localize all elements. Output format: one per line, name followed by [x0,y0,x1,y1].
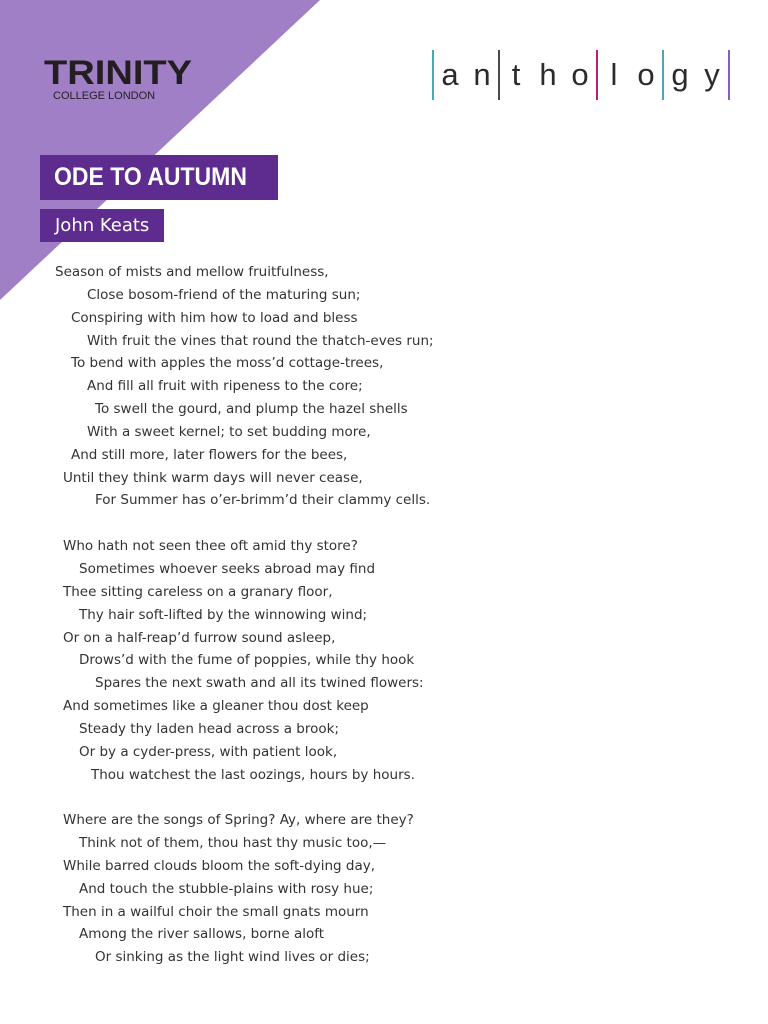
trinity-college-logo [44,54,193,102]
stanza-2 [0,535,768,786]
poem-line: Thy hair soft-lifted by the winnowing wind; [79,606,368,623]
poem-line: Conspiring with him how to load and bless [71,309,358,326]
stanza-break [0,786,768,809]
poem-line: Spares the next swath and all its twined flowers: [95,675,424,692]
anthology-letter: g [671,57,689,92]
logo-wordmark: TRINITY [44,54,193,92]
anthology-letter: o [637,57,655,92]
poem-line: Steady thy laden head across a brook; [79,720,340,737]
poem-line: With a sweet kernel; to set budding more, [87,423,371,440]
poem-line: Where are the songs of Spring? Ay, where are they? [63,812,414,829]
anthology-letter: n [473,57,491,92]
poem-line: Season of mists and mellow fruitfulness, [55,264,329,280]
anthology-letter: t [511,57,521,92]
poem-author: John Keats [40,209,164,242]
poem-line: While barred clouds bloom the soft-dying day, [63,857,376,874]
logo-subtitle: COLLEGE LONDON [53,90,156,102]
poem-line: To swell the gourd, and plump the hazel shells [95,401,408,418]
poem-title-banner [40,155,278,200]
poem-line: Thou watchest the last oozings, hours by hours. [91,766,415,783]
poem-line: Among the river sallows, borne aloft [79,926,325,943]
poem-title: ODE TO AUTUMN [54,163,247,191]
poem-line: Drows’d with the fume of poppies, while thy hook [79,652,415,669]
poem-line: Sometimes whoever seeks abroad may find [79,560,376,577]
poem-line: Or by a cyder-press, with patient look, [79,743,338,760]
poem-line: To bend with apples the moss’d cottage-trees, [71,355,384,372]
poem-line: Who hath not seen thee oft amid thy store? [63,538,358,555]
poem-line: Then in a wailful choir the small gnats mourn [63,903,369,920]
stanza-break [0,512,768,535]
poem-line: For Summer has o’er-brimm’d their clammy cells. [95,492,431,509]
poem-line: Think not of them, thou hast thy music too,— [79,835,387,852]
anthology-letter: h [539,57,557,92]
poem-line: Close bosom-friend of the maturing sun; [87,286,361,303]
anthology-letter: o [571,57,589,92]
poem-line: With fruit the vines that round the thatch-eves run; [87,332,434,349]
anthology-letter: y [704,57,720,92]
poem-line: And still more, later flowers for the bees, [71,446,348,463]
poem-line: Or on a half-reap’d furrow sound asleep, [63,629,336,646]
poem-line: Thee sitting careless on a granary floor, [63,583,333,600]
anthology-letter: a [441,57,459,92]
stanza-1 [0,261,768,512]
poem-line: Until they think warm days will never cease, [63,469,363,486]
poem-line: And touch the stubble-plains with rosy hue; [79,880,374,897]
poem-line: And fill all fruit with ripeness to the core; [87,378,363,395]
stanza-3 [0,809,768,969]
purple-corner-decoration [0,0,320,300]
poem-body [0,261,768,969]
poem-line: And sometimes like a gleaner thou dost keep [63,698,369,715]
anthology-letter: l [610,57,618,92]
divider-bar [728,50,730,100]
anthology-wordmark [432,50,730,100]
poem-line: Or sinking as the light wind lives or dies; [95,949,370,966]
